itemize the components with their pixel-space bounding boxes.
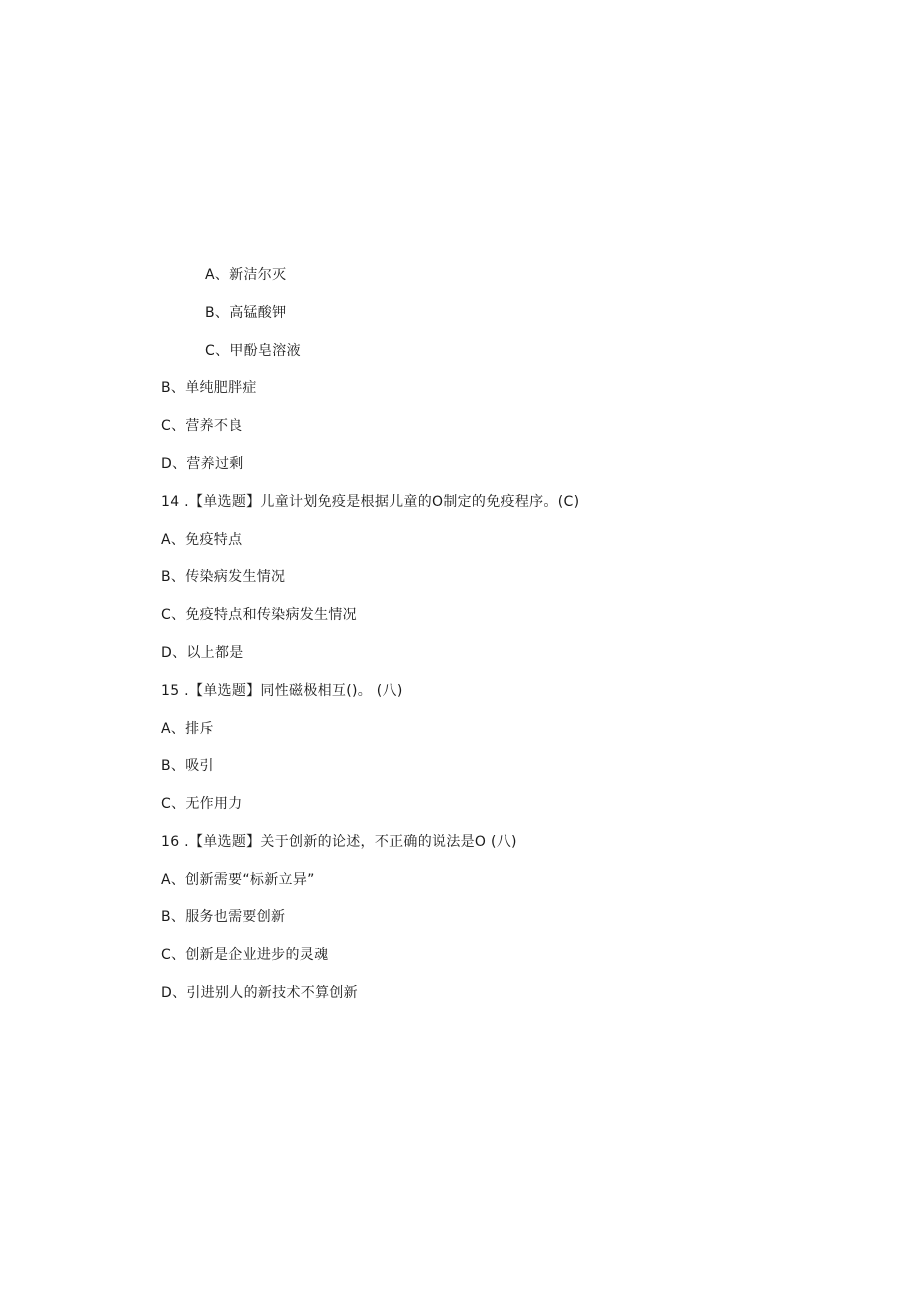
sub-option-b: B、高锰酸钾 <box>205 305 287 321</box>
q14-option-d: D、以上都是 <box>161 645 244 661</box>
sub-option-c: C、甲酚皂溶液 <box>205 343 301 359</box>
q13-option-b: B、单纯肥胖症 <box>161 380 257 396</box>
q13-option-c: C、营养不良 <box>161 418 243 434</box>
q14-option-c: C、免疫特点和传染病发生情况 <box>161 607 357 623</box>
q15-option-b: B、吸引 <box>161 758 214 774</box>
q16-option-c: C、创新是企业进步的灵魂 <box>161 947 329 963</box>
q16-option-b: B、服务也需要创新 <box>161 909 286 925</box>
sub-option-a: A、新洁尔灭 <box>205 267 287 283</box>
q15-question: 15 .【单选题】同性磁极相互()。 (八) <box>161 683 403 699</box>
q16-option-d: D、引进别人的新技术不算创新 <box>161 985 358 1001</box>
q16-option-a: A、创新需要“标新立异” <box>161 872 315 888</box>
q14-option-a: A、免疫特点 <box>161 532 243 548</box>
q16-question: 16 .【单选题】关于创新的论述，不正确的说法是O (八) <box>161 834 517 850</box>
q14-question: 14 .【单选题】儿童计划免疫是根据儿童的O制定的免疫程序。(C) <box>161 494 580 510</box>
q14-option-b: B、传染病发生情况 <box>161 569 286 585</box>
q13-option-d: D、营养过剩 <box>161 456 244 472</box>
q15-option-a: A、排斥 <box>161 721 214 737</box>
q15-option-c: C、无作用力 <box>161 796 243 812</box>
